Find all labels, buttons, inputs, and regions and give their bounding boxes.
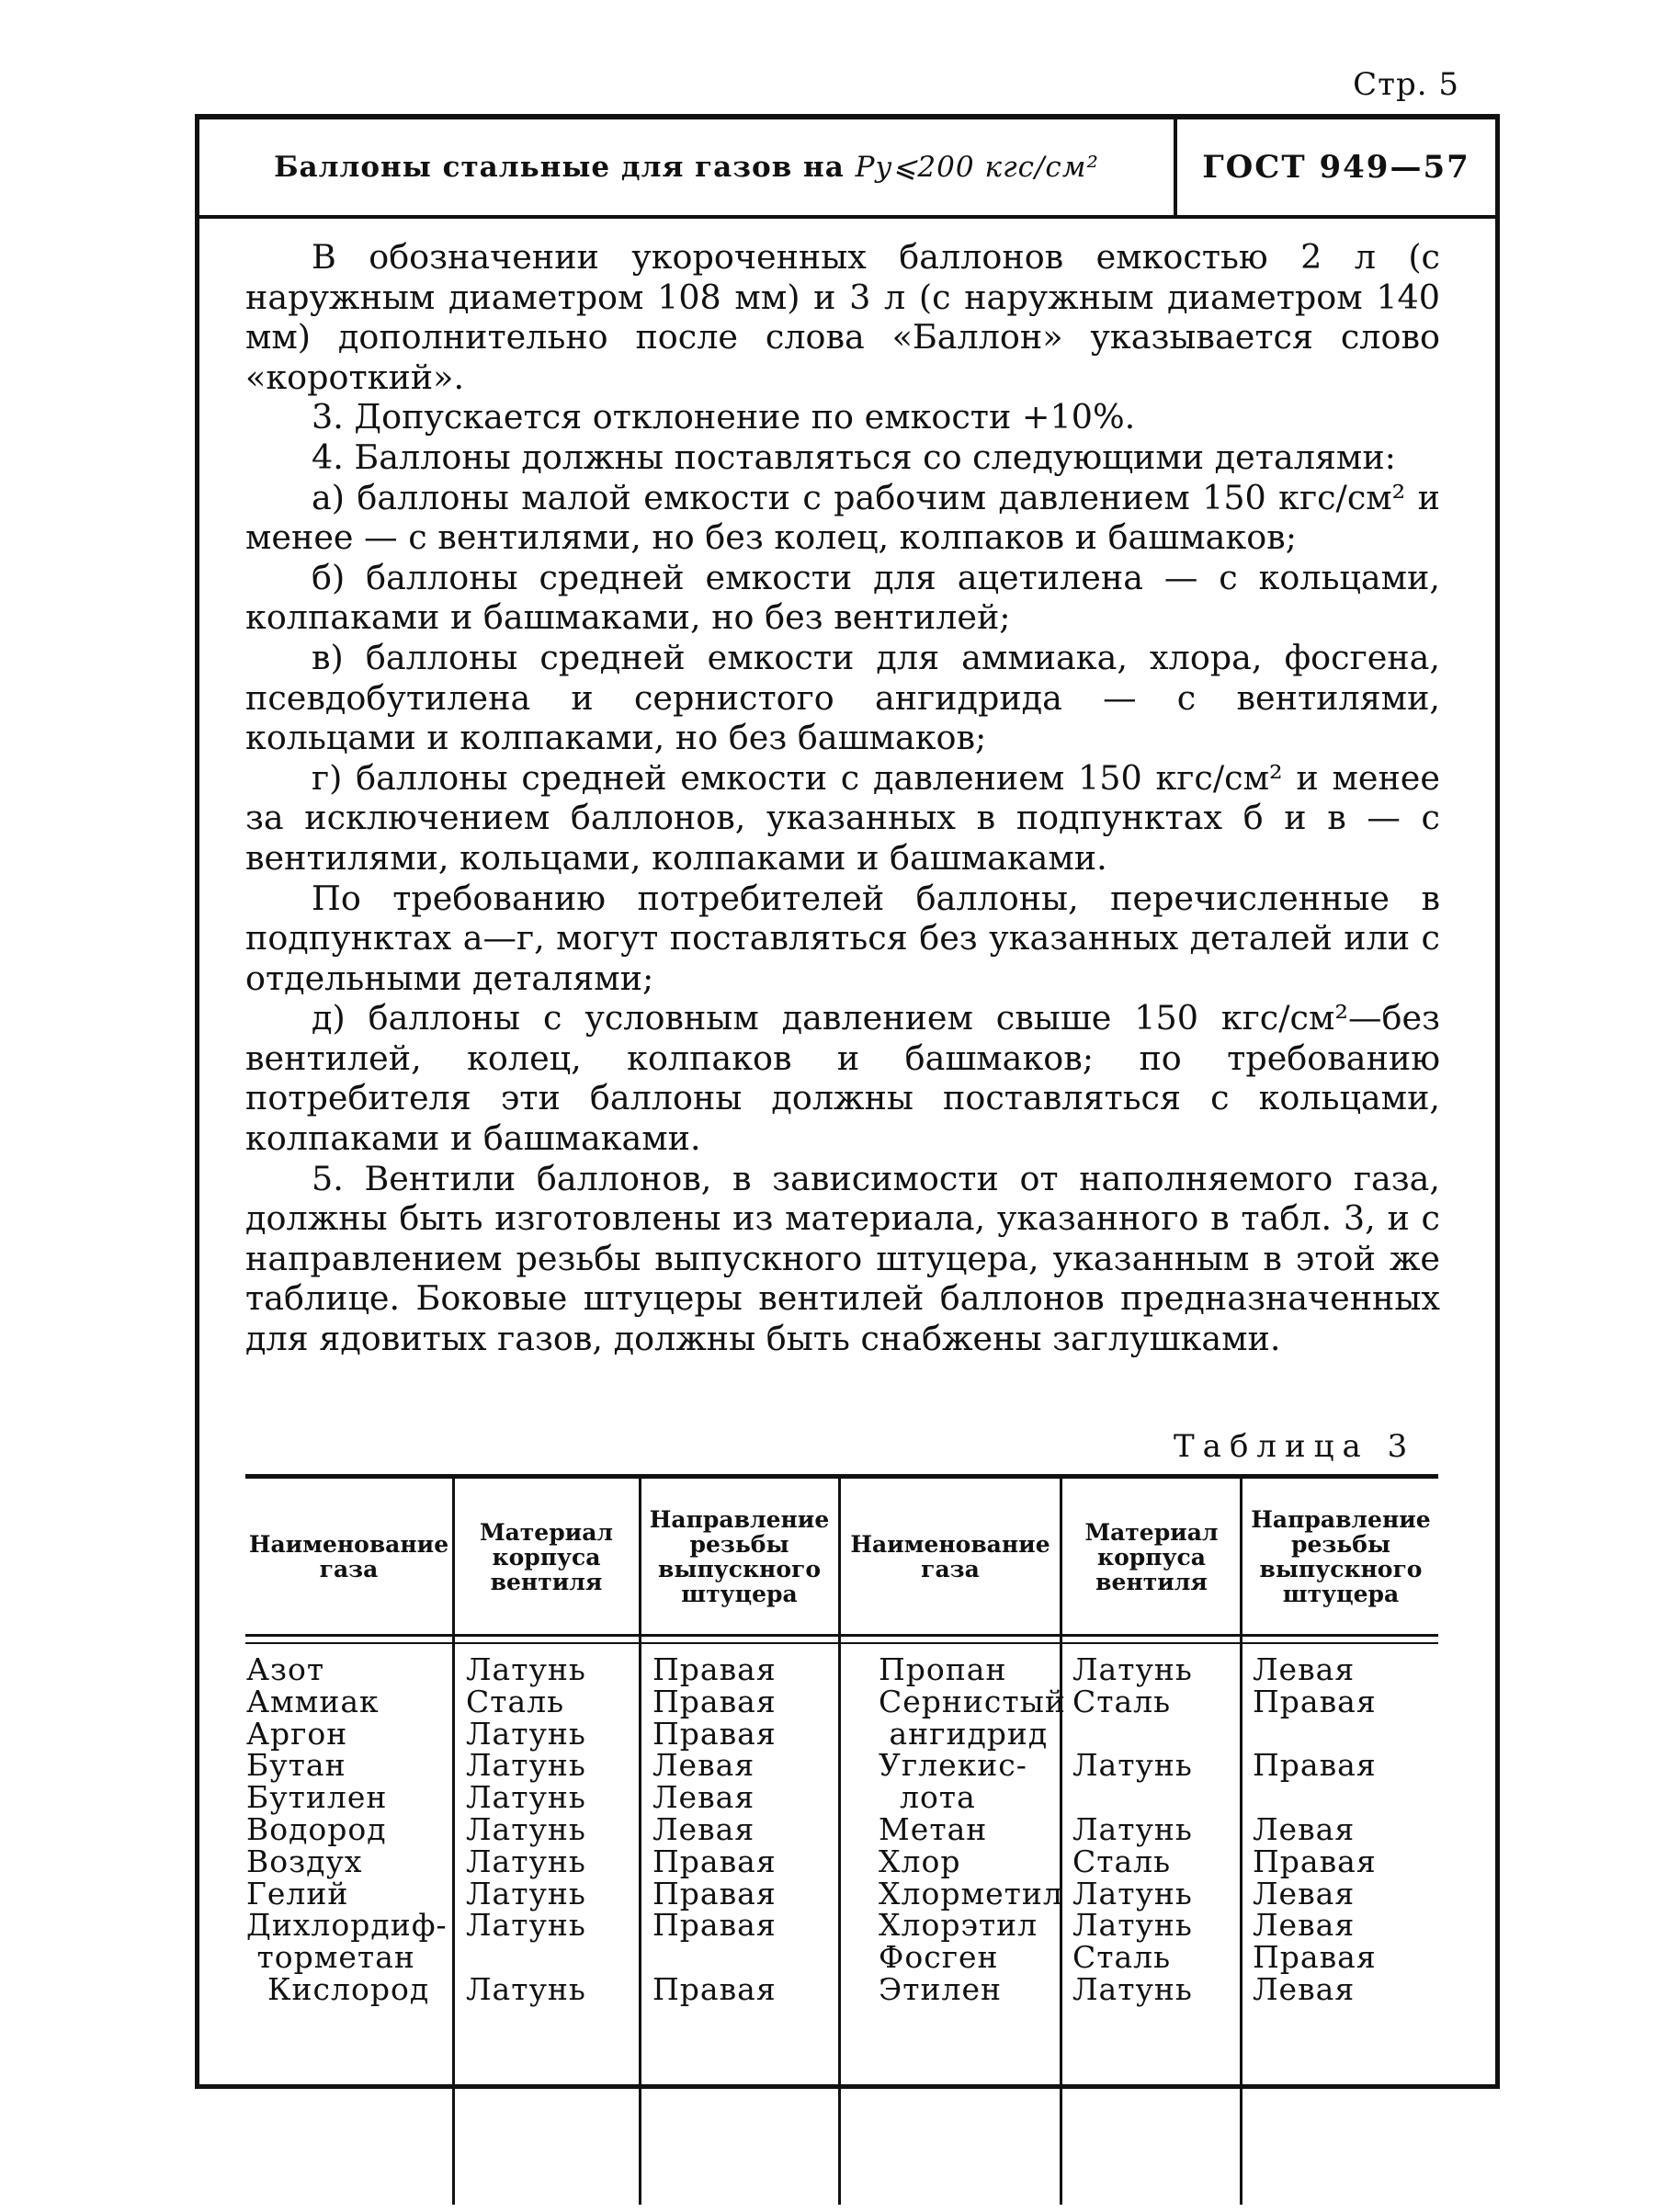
standard-code: ГОСТ 949—57 — [1202, 149, 1470, 186]
paragraph: В обозначении укороченных баллонов емкостью 2 л (с наружным диаметром 108 мм) и 3 л (с наружным диаметром 140 мм) дополнительно после слова «Баллон» указывается слово «короткий». — [245, 237, 1440, 397]
header-title-text: Баллоны стальные для газов на — [274, 151, 845, 184]
table-header-cell: Материал корпуса вентиля — [1084, 1518, 1219, 1595]
paragraph: По требованию потребителей баллоны, перечисленные в подпунктах а—г, могут поставляться без указанных деталей или с отдельными деталями; — [245, 878, 1440, 998]
table-header-cell: Направление резьбы выпускного штуцера — [649, 1506, 830, 1607]
header-title — [199, 119, 1177, 215]
gas-name-column: Азот Аммиак Аргон Бутан Бутилен Водород Воздух Гелий Дихлордиф- торметан Кислород — [246, 1651, 448, 2007]
table-header-cell: Наименование газа — [248, 1531, 449, 1582]
body-text — [245, 237, 1440, 1359]
paragraph: д) баллоны с условным давлением свыше 150 кгс/см²—без вентилей, колец, колпаков и башмаков; по требованию потребителя эти баллоны должны поставляться с кольцами, колпаками и башмаками. — [245, 998, 1440, 1159]
header-title-math: Pу⩽200 кгс/см² — [855, 151, 1099, 184]
table-body — [241, 1651, 1434, 2040]
paragraph: в) баллоны средней емкости для аммиака, хлора, фосгена, псевдобутилена и сернистого ангидрида — с вентилями, кольцами и колпаками, но без башмаков; — [245, 637, 1440, 758]
paragraph: а) баллоны малой емкости с рабочим давлением 150 кгс/см² и менее — с вентилями, но без колец, колпаков и башмаков; — [245, 477, 1440, 558]
paragraph: 3. Допускается отклонение по емкости +10%. — [312, 397, 1136, 437]
table-label: Таблица 3 — [1174, 1428, 1416, 1465]
table-header-cell: Материал корпуса вентиля — [479, 1518, 614, 1595]
table-header-cell: Наименование газа — [850, 1531, 1050, 1582]
paragraph: б) баллоны средней емкости для ацетилена — с кольцами, колпаками и башмаками, но без вентилей; — [245, 557, 1440, 638]
paragraph: г) баллоны средней емкости с давлением 150 кгс/см² и менее за исключением баллонов, указанных в подпунктах б и в — с вентилями, кольцами, колпаками и башмаками. — [245, 757, 1440, 878]
thread-column: Левая Правая Правая Левая Правая Левая Левая Правая Левая — [1253, 1651, 1377, 2007]
page-number: Стр. 5 — [1353, 66, 1459, 103]
gas-name-column: Пропан Сернистый ангидрид Углекис- лота Метан Хлор Хлорметил Хлорэтил Фосген Этилен — [879, 1651, 1066, 2007]
table-header-cell: Направление резьбы выпускного штуцера — [1251, 1506, 1431, 1607]
paragraph: 5. Вентили баллонов, в зависимости от наполняемого газа, должны быть изготовлены из материала, указанного в табл. 3, и с направлением резьбы выпускного штуцера, указанным в этой же таблице. Боковые штуцеры вентилей баллонов предназначенных для ядовитых газов, должны быть снабжены заглушками. — [245, 1158, 1440, 1359]
thread-column: Правая Правая Правая Левая Левая Левая Правая Правая Правая Правая — [652, 1651, 777, 2007]
header-rule — [245, 1634, 1438, 1644]
running-header — [199, 119, 1495, 219]
material-column: Латунь Сталь Латунь Латунь Латунь Латунь Латунь Латунь Латунь Латунь — [466, 1651, 586, 2007]
material-column: Латунь Сталь Латунь Латунь Сталь Латунь Латунь Сталь Латунь — [1072, 1651, 1193, 2007]
paragraph: 4. Баллоны должны поставляться со следующими деталями: — [312, 437, 1396, 477]
